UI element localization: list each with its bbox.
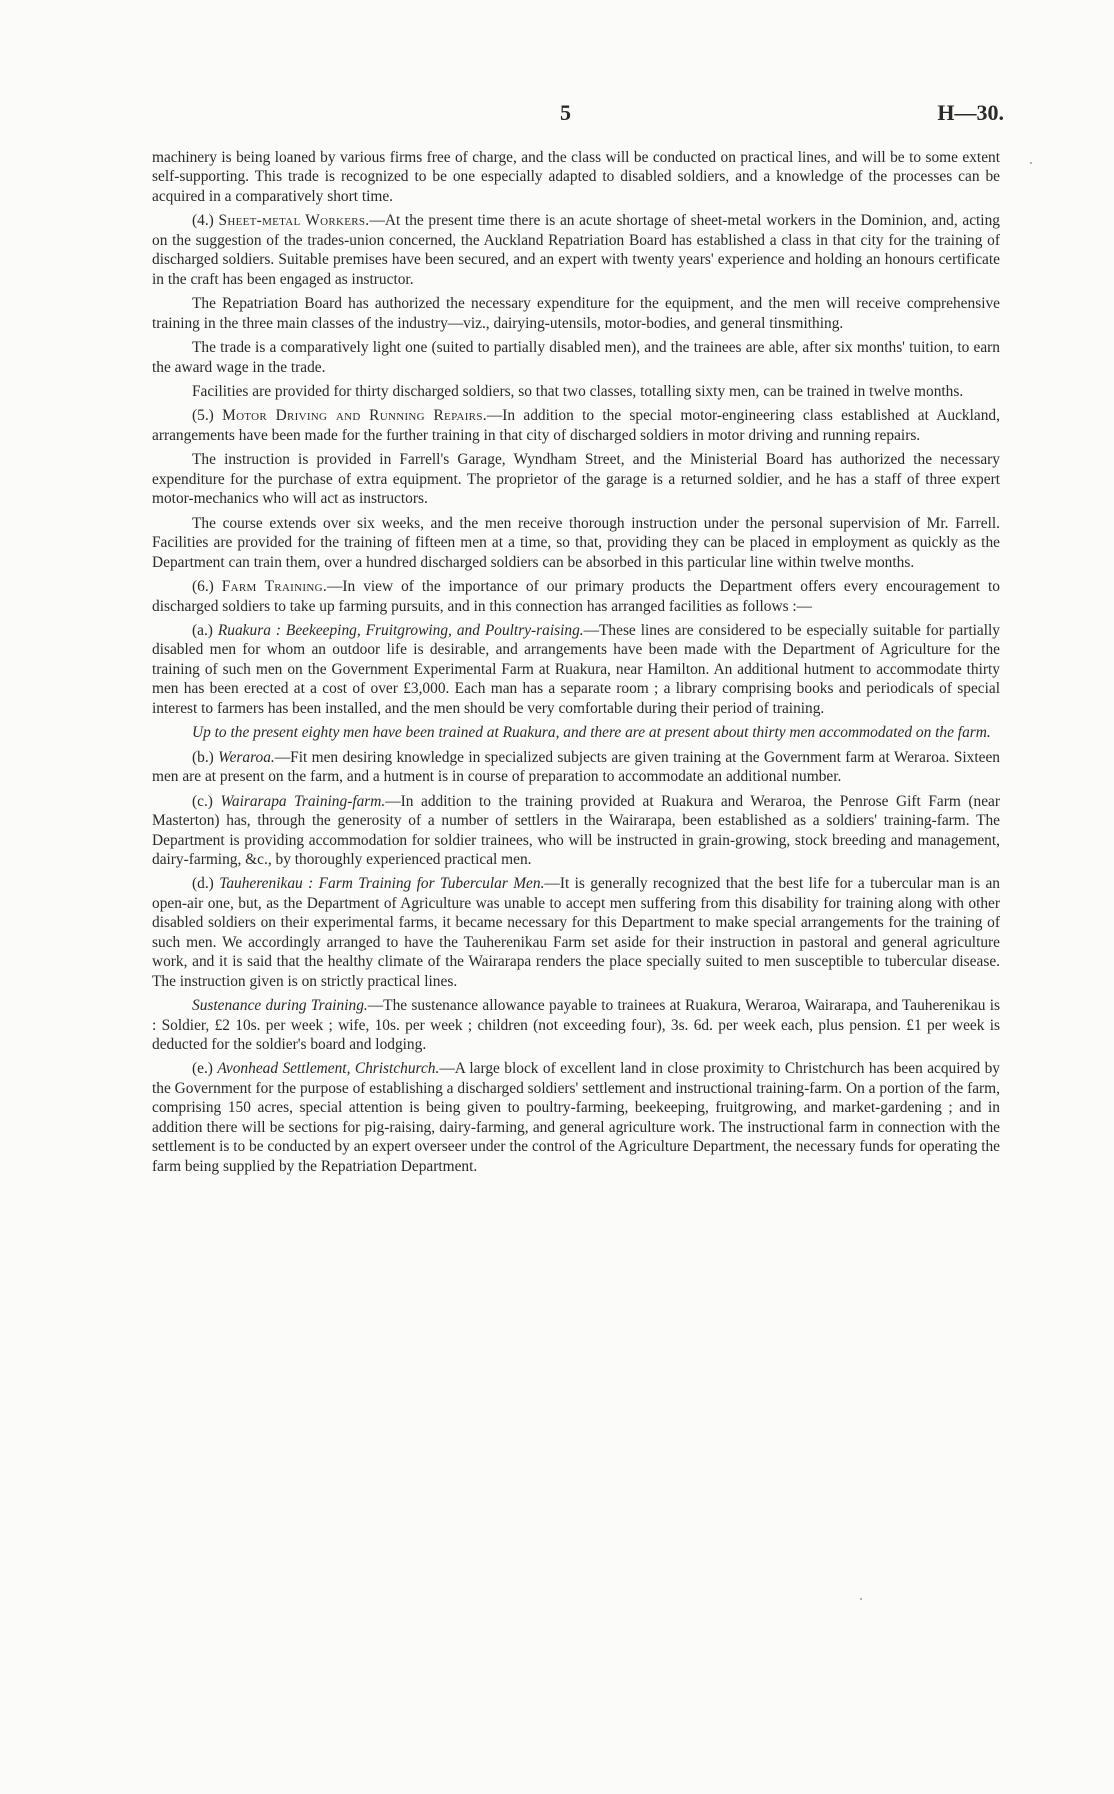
paragraph — [152, 338, 1000, 377]
section-number: (4.) — [192, 212, 214, 230]
paragraph — [152, 748, 1000, 787]
paragraph — [152, 294, 1000, 333]
paragraph-text: —Fit men desiring knowledge in specialized subjects are given training at the Government farm at Weraroa. Sixteen men are at present on the farm, and a hutment is in course of preparation to accommodate an additional number. — [152, 748, 1000, 786]
paragraph — [152, 382, 1000, 401]
paragraph — [152, 211, 1000, 289]
paragraph-text: —These lines are considered to be especially suitable for partially disabled men for whom an outdoor life is desirable, and arrangements have been made with the Department of Agriculture for the training of such men on the Government Experimental Farm at Ruakura, near Hamilton. An additional hutment to accommodate thirty men has been erected at a cost of over £3,000. Each man has a separate room ; a library comprising books and periodicals of special interest to farmers has been installed, and the men should be very comfortable during their period of training. — [152, 621, 1000, 717]
section-number: (5.) — [192, 407, 214, 425]
page-number: 5 — [560, 100, 571, 125]
paragraph — [152, 792, 1000, 870]
paragraph — [152, 621, 1000, 718]
paragraph — [152, 406, 1000, 445]
paragraph — [152, 514, 1000, 572]
paragraph — [152, 723, 1000, 742]
paragraph — [152, 577, 1000, 616]
subsection-number: (b.) — [192, 748, 214, 766]
paragraph-text: —In addition to the special motor-engineering class established at Auckland, arrangements have been made for the further training in that city of discharged soldiers in motor driving and running repairs. — [152, 407, 1000, 444]
subsection-heading: Ruakura : Beekeeping, Fruitgrowing, and Poultry-raising. — [217, 621, 584, 639]
paragraph-text: The trade is a comparatively light one (suited to partially disabled men), and the trainees are able, after six months' tuition, to earn the award wage in the trade. — [152, 339, 1000, 376]
subsection-number: (a.) — [192, 621, 213, 639]
italic-note: Up to the present eighty men have been trained at Ruakura, and there are at present about thirty men accommodated on the farm. — [192, 724, 991, 742]
subsection-heading: Weraroa. — [218, 748, 275, 766]
paragraph-text: —In view of the importance of our primary products the Department offers every encouragement to discharged soldiers to take up farming pursuits, and in this connection has arranged facilities as follows :— — [152, 578, 1000, 615]
paragraph — [152, 450, 1000, 508]
paragraph-text: The Repatriation Board has authorized the necessary expenditure for the equipment, and the men will receive comprehensive training in the three main classes of the industry—viz., dairying-utensils, motor-bodies, and general tinsmithing. — [152, 295, 1000, 332]
scan-speck — [1030, 162, 1032, 164]
subsection-heading: Sustenance during Training. — [192, 997, 368, 1015]
paragraph-text: Facilities are provided for thirty discharged soldiers, so that two classes, totalling sixty men, can be trained in twelve months. — [192, 382, 964, 400]
paragraph-text: —At the present time there is an acute shortage of sheet-metal workers in the Dominion, and, acting on the suggestion of the trades-union concerned, the Auckland Repatriation Board has established a class in that city for the training of discharged soldiers. Suitable premises have been secured, and an expert with twenty years' experience and holding an honours certificate in the craft has been engaged as instructor. — [152, 212, 1000, 288]
paragraph-text: machinery is being loaned by various firms free of charge, and the class will be conducted on practical lines, and will be to some extent self-supporting. This trade is recognized to be one especially adapted to disabled soldiers, and a knowledge of the processes can be acquired in a comparatively short time. — [152, 149, 1000, 205]
document-body — [152, 148, 1000, 1181]
paragraph — [152, 148, 1000, 206]
page-code: H—30. — [937, 100, 1004, 125]
paragraph-text: —In addition to the training provided at Ruakura and Weraroa, the Penrose Gift Farm (near Masterton) has, through the generosity of a number of settlers in the Wairarapa, been established as a soldiers' training-farm. The Department is providing accommodation for soldier trainees, who will be instructed in grain-growing, stock breeding and management, dairy-farming, &c., by thoroughly experienced practical men. — [152, 792, 1000, 868]
subsection-heading: Avonhead Settlement, Christchurch. — [217, 1060, 440, 1078]
paragraph — [152, 996, 1000, 1054]
subsection-number: (c.) — [192, 792, 213, 810]
scan-speck — [860, 1598, 862, 1600]
paragraph-text: The course extends over six weeks, and the men receive thorough instruction under the personal supervision of Mr. Farrell. Facilities are provided for the training of fifteen men at a time, so that, providing they can be placed in employment as quickly as the Department can train them, over a hundred discharged soldiers can be absorbed in this particular line within twelve months. — [152, 514, 1000, 571]
subsection-number: (e.) — [192, 1060, 213, 1078]
paragraph-text: —A large block of excellent land in close proximity to Christchurch has been acquired by the Government for the purpose of establishing a discharged soldiers' settlement and instructional training-farm. On a portion of the farm, comprising 150 acres, special attention is being given to poultry-farming, beekeeping, fruitgrowing, and market-gardening ; and in addition there will be sections for pig-raising, dairy-farming, and general agriculture work. The instructional farm in connection with the settlement is to be conducted by an expert overseer under the control of the Agriculture Department, the necessary funds for operating the farm being supplied by the Repatriation Department. — [152, 1060, 1000, 1175]
paragraph-text: —It is generally recognized that the best life for a tubercular man is an open-air one, but, as the Department of Agriculture was unable to accept men suffering from this disability for training along with other disabled soldiers on their experimental farms, it became necessary for this Department to make special arrangements for the training of such men. We accordingly arranged to have the Tauherenikau Farm set aside for their instruction in pastoral and general agriculture work, and it is said that the healthy climate of the Wairarapa renders the place specially suited to men susceptible to tubercular disease. The instruction given is on strictly practical lines. — [152, 875, 1000, 990]
paragraph — [152, 1059, 1000, 1176]
section-heading: Sheet-metal Workers. — [218, 212, 370, 230]
paragraph-text: The instruction is provided in Farrell's Garage, Wyndham Street, and the Ministerial Board has authorized the necessary expenditure for the purchase of extra equipment. The proprietor of the garage is a returned soldier, and he has a staff of three expert motor-mechanics who will act as instructors. — [152, 451, 1000, 508]
section-heading: Motor Driving and Running Repairs. — [222, 407, 487, 425]
section-number: (6.) — [192, 578, 214, 596]
subsection-heading: Tauherenikau : Farm Training for Tubercular Men. — [219, 875, 545, 893]
section-heading: Farm Training. — [221, 578, 327, 596]
paragraph — [152, 874, 1000, 991]
subsection-number: (d.) — [192, 875, 214, 893]
subsection-heading: Wairarapa Training-farm. — [220, 792, 386, 810]
paragraph-text: —The sustenance allowance payable to trainees at Ruakura, Weraroa, Wairarapa, and Tauherenikau is : Soldier, £2 10s. per week ; wife, 10s. per week ; children (not exceeding four), 3s. 6d. per week each, plus pension. £1 per week is deducted for the soldier's board and lodging. — [152, 997, 1001, 1054]
